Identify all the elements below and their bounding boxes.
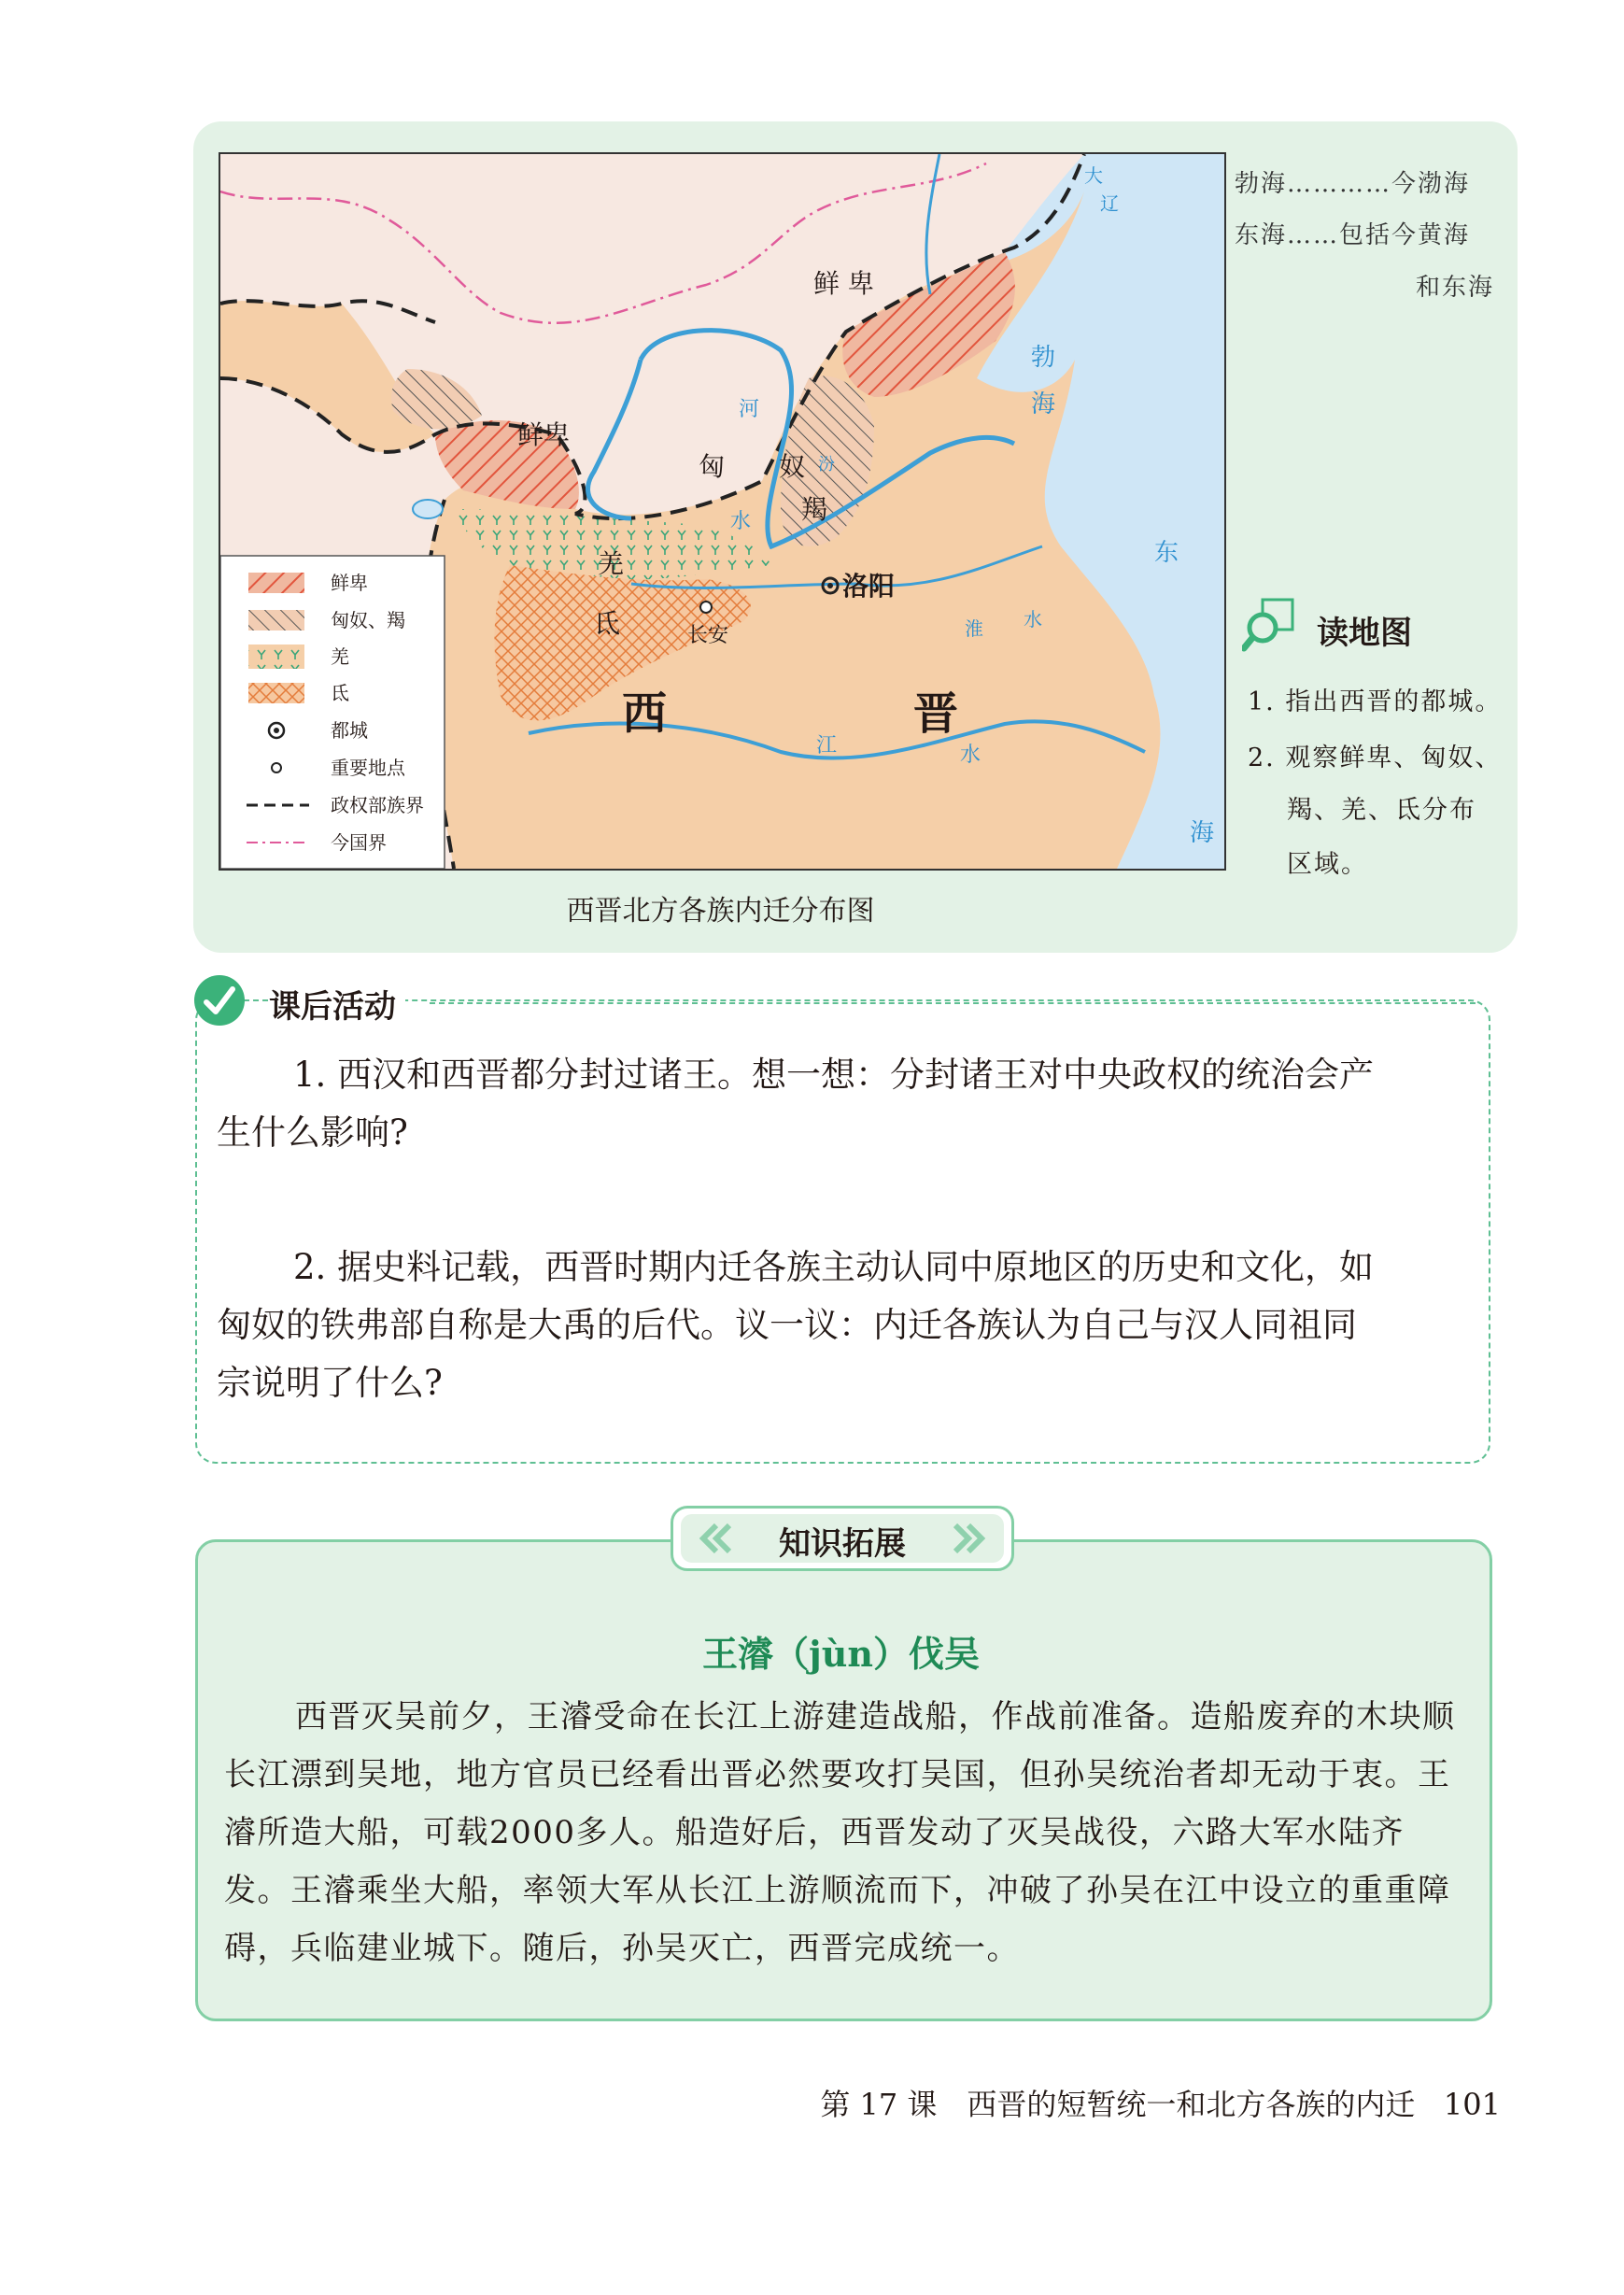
knowledge-tab-label: 知识拓展: [779, 1525, 906, 1563]
label-bohai-1: 勃: [1031, 344, 1056, 372]
label-jiang: 江: [816, 734, 838, 758]
map-caption: 西晋北方各族内迁分布图: [566, 895, 875, 928]
map-graphic: [220, 154, 1224, 869]
legend-xiongnu-swatch: [248, 610, 304, 630]
read-map-q2c: 区域。: [1287, 850, 1368, 879]
legend-xianbei-swatch: [248, 573, 304, 593]
legend-capital-label: 都城: [331, 719, 368, 742]
lake: [413, 500, 443, 518]
read-map-q2a: 2. 观察鲜卑、匈奴、: [1248, 744, 1503, 772]
activity-q1-line2: 生什么影响?: [217, 1112, 408, 1153]
read-map-title: 读地图: [1317, 615, 1412, 652]
knowledge-tab: [671, 1506, 1014, 1571]
label-shui-1: 水: [730, 510, 752, 533]
label-huai: 淮: [965, 617, 983, 640]
label-donghai-2: 海: [1190, 819, 1215, 847]
activity-q1-line1: 1. 西汉和西晋都分封过诸王。想一想：分封诸王对中央政权的统治会产: [293, 1055, 1375, 1095]
label-xianbei-ne: 鲜 卑: [813, 268, 874, 299]
label-liao: 辽: [1100, 192, 1119, 215]
label-shui-3: 水: [960, 744, 981, 767]
label-fen: 汾: [818, 455, 835, 475]
label-xiongnu-2: 奴: [779, 451, 806, 482]
label-shui-2: 水: [1024, 608, 1042, 630]
legend-border-label: 今国界: [331, 831, 387, 854]
label-da: 大: [1084, 164, 1103, 187]
label-qiang: 羌: [598, 548, 625, 579]
page-footer: [820, 2081, 1501, 2124]
label-luoyang: 洛阳: [842, 571, 896, 602]
legend-xianbei-label: 鲜卑: [331, 572, 368, 594]
activity-q2-line1: 2. 据史料记载，西晋时期内迁各族主动认同中原地区的历史和文化，如: [293, 1247, 1375, 1287]
label-di: 氐: [594, 608, 621, 639]
map-legend: [220, 556, 445, 869]
label-xi: 西: [622, 687, 668, 740]
label-bohai-2: 海: [1031, 390, 1056, 418]
legend-qiang-swatch: [248, 645, 304, 669]
label-xianbei-w: 鲜卑: [517, 419, 571, 450]
label-changan: 长安: [687, 624, 729, 647]
map-frame: [219, 152, 1226, 871]
label-xiongnu-1: 匈: [699, 451, 726, 482]
legend-place-icon: [272, 763, 281, 772]
legend-qiang-label: 羌: [331, 645, 349, 668]
activity-q2-line2: 匈奴的铁弗部自称是大禹的后代。议一议：内迁各族认为自己与汉人同祖同: [217, 1305, 1357, 1345]
pencil-check-icon: [193, 974, 246, 1027]
note-bohai: 勃海…………今渤海: [1235, 170, 1471, 198]
label-donghai-1: 东: [1154, 539, 1179, 567]
activity-title: 课后活动: [269, 981, 405, 1027]
read-map-q1: 1. 指出西晋的都城。: [1248, 687, 1503, 716]
chevron-right-icon: [952, 1522, 989, 1555]
note-donghai-cont: 和东海: [1416, 274, 1495, 302]
label-jie: 羯: [801, 494, 828, 525]
label-he: 河: [739, 398, 760, 421]
read-map-q2b: 羯、羌、氐分布: [1287, 796, 1476, 825]
legend-di-label: 氐: [331, 682, 349, 704]
knowledge-body: 西晋灭吴前夕，王濬受命在长江上游建造战船，作战前准备。造船废弃的木块顺长江漂到吴地，地方官员已经看出晋必然要攻打吴国，但孙吴统治者却无动于衷。王濬所造大船，可载2000多人。船造好后，西晋发动了灭吴战役，六路大军水陆齐发。王濬乘坐大船，率领大军从长江上游顺流而下，冲破了孙吴在江中设立的重重障碍，兵临建业城下。随后，孙吴灭亡，西晋完成统一。: [224, 1698, 1456, 1967]
activity-q2-line3: 宗说明了什么?: [217, 1363, 443, 1403]
changan-place-icon: [700, 602, 712, 613]
lesson-title: 第 17 课 西晋的短暂统一和北方各族的内迁: [820, 2087, 1416, 2122]
legend-boundary-label: 政权部族界: [331, 794, 424, 816]
page-number: 101: [1443, 2087, 1501, 2122]
activity-title-rule: [430, 1002, 1476, 1004]
note-donghai: 东海……包括今黄海: [1235, 221, 1471, 249]
legend-place-label: 重要地点: [331, 757, 405, 779]
knowledge-subtitle: 王濬（jùn）伐吴: [701, 1633, 980, 1675]
legend-di-swatch: [248, 683, 304, 703]
label-jin: 晋: [913, 687, 959, 740]
magnifier-icon: [1242, 598, 1296, 652]
legend-xiongnu-label: 匈奴、羯: [331, 609, 405, 631]
